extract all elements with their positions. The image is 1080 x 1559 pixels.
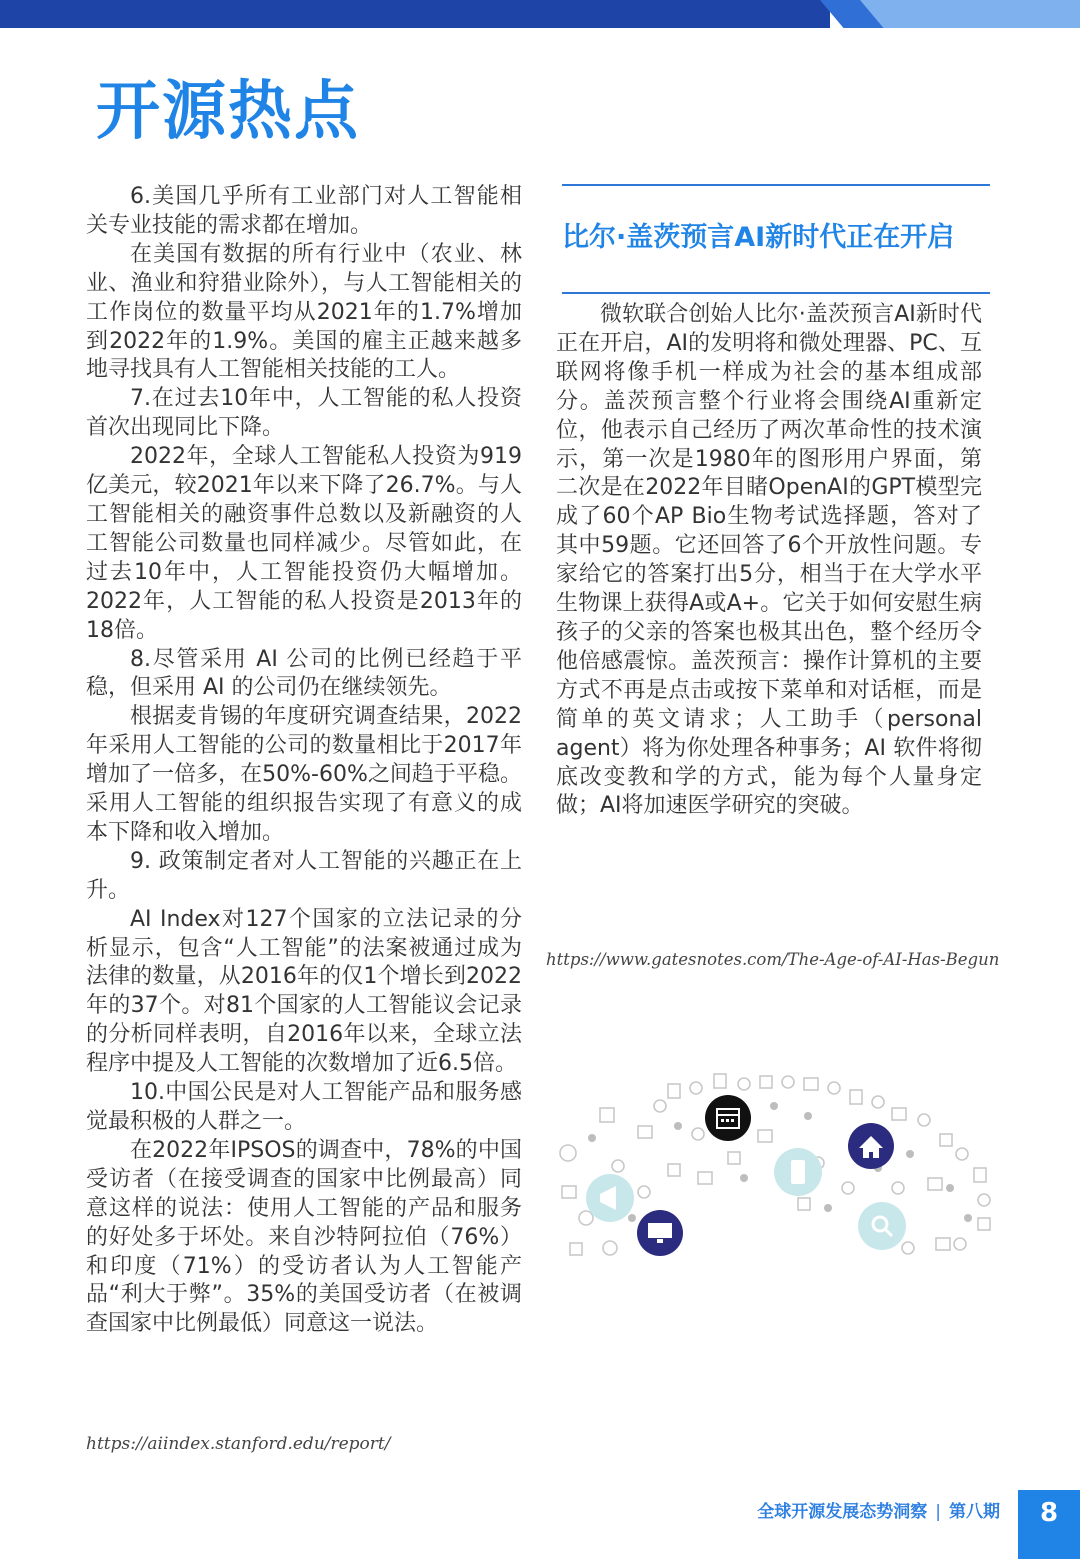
footer-separator: | (935, 1502, 941, 1522)
heading-rule-bottom (562, 292, 990, 294)
left-paragraph: 7.在过去10年中，人工智能的私人投资首次出现同比下降。 (86, 386, 522, 441)
tech-icons-illustration (548, 1068, 1008, 1278)
left-paragraph: 8.尽管采用 AI 公司的比例已经趋于平稳，但采用 AI 的公司仍在继续领先。 (86, 646, 522, 701)
page-number: 8 (1018, 1490, 1080, 1559)
left-paragraph: 在美国有数据的所有行业中（农业、林业、渔业和狩猎业除外），与人工智能相关的工作岗位的数量平均从2021年的1.7%增加到2022年的1.9%。美国的雇主正越来越多地寻找具有人工智能相关技能的工人。 (86, 241, 522, 383)
left-paragraph: 10.中国公民是对人工智能产品和服务感觉最积极的人群之一。 (86, 1080, 522, 1134)
right-heading: 比尔·盖茨预言AI新时代正在开启 (562, 222, 955, 253)
left-paragraph: 9. 政策制定者对人工智能的兴趣正在上升。 (86, 848, 522, 903)
search-icon (858, 1202, 906, 1250)
right-paragraph: 微软联合创始人比尔·盖茨预言AI新时代正在开启，AI的发明将和微处理器、PC、互联网将像手机一样成为社会的基本组成部分。盖茨预言整个行业将会围绕AI重新定位，他表示自己经历了两次革命性的技术演示，第一次是1980年的图形用户界面，第二次是在2022年目睹OpenAI的GPT模型完成了60个AP Bio生物考试选择题，答对了其中59题。它还回答了6个开放性问题。专家给它的答案打出5分，相当于在大学水平生物课上获得A或A+。它关于如何安慰生病孩子的父亲的答案也极其出色，整个经历令他倍感震惊。盖茨预言：操作计算机的主要方式不再是点击或按下菜单和对话框，而是简单的英文请求；人工助手（personal agent）将为你处理各种事务；AI 软件将彻底改变教和学的方式，能为每个人量身定做；AI将加速医学研究的突破。 (556, 302, 982, 819)
heading-rule-top (562, 184, 990, 186)
page-title: 开源热点 (96, 75, 360, 149)
mobile-icon (774, 1148, 822, 1196)
top-band (0, 0, 1080, 28)
megaphone-icon (586, 1174, 634, 1222)
left-source-link[interactable]: https://aiindex.stanford.edu/report/ (86, 1434, 391, 1454)
home-icon (848, 1123, 894, 1169)
footer-issue: 第八期 (949, 1502, 1000, 1522)
footer-publication (757, 1498, 1000, 1526)
footer-publication-title: 全球开源发展态势洞察 (757, 1502, 928, 1522)
top-band-light (860, 0, 1080, 28)
right-column (556, 301, 982, 821)
left-paragraph: 2022年，全球人工智能私人投资为919亿美元，较2021年以来下降了26.7%。与人工智能相关的融资事件总数以及新融资的人工智能公司数量也同样减少。尽管如此，在过去10年中，人工智能投资仍大幅增加。2022年，人工智能的私人投资是2013年的18倍。 (86, 444, 522, 643)
calendar-icon (705, 1095, 751, 1141)
monitor-icon (637, 1210, 683, 1256)
left-column (86, 183, 522, 1339)
left-paragraph: 6.美国几乎所有工业部门对人工智能相关专业技能的需求都在增加。 (86, 184, 522, 238)
left-paragraph: 在2022年IPSOS的调查中，78%的中国受访者（在接受调查的国家中比例最高）同意这样的说法：使用人工智能的产品和服务的好处多于坏处。来自沙特阿拉伯（76%）和印度（71%）的受访者认为人工智能产品“利大于弊”。35%的美国受访者（在被调查国家中比例最低）同意这一说法。 (86, 1137, 522, 1337)
top-band-dark (0, 0, 830, 28)
right-source-link[interactable]: https://www.gatesnotes.com/The-Age-of-AI-Has-Begun (546, 950, 1000, 969)
left-paragraph: AI Index对127个国家的立法记录的分析显示，包含“人工智能”的法案被通过成为法律的数量，从2016年的仅1个增长到2022年的37个。对81个国家的人工智能议会记录的分析同样表明，自2016年以来，全球立法程序中提及人工智能的次数增加了近6.5倍。 (86, 906, 522, 1077)
left-paragraph: 根据麦肯锡的年度研究调查结果，2022年采用人工智能的公司的数量相比于2017年增加了一倍多，在50%-60%之间趋于平稳。采用人工智能的组织报告实现了有意义的成本下降和收入增加。 (86, 704, 522, 845)
